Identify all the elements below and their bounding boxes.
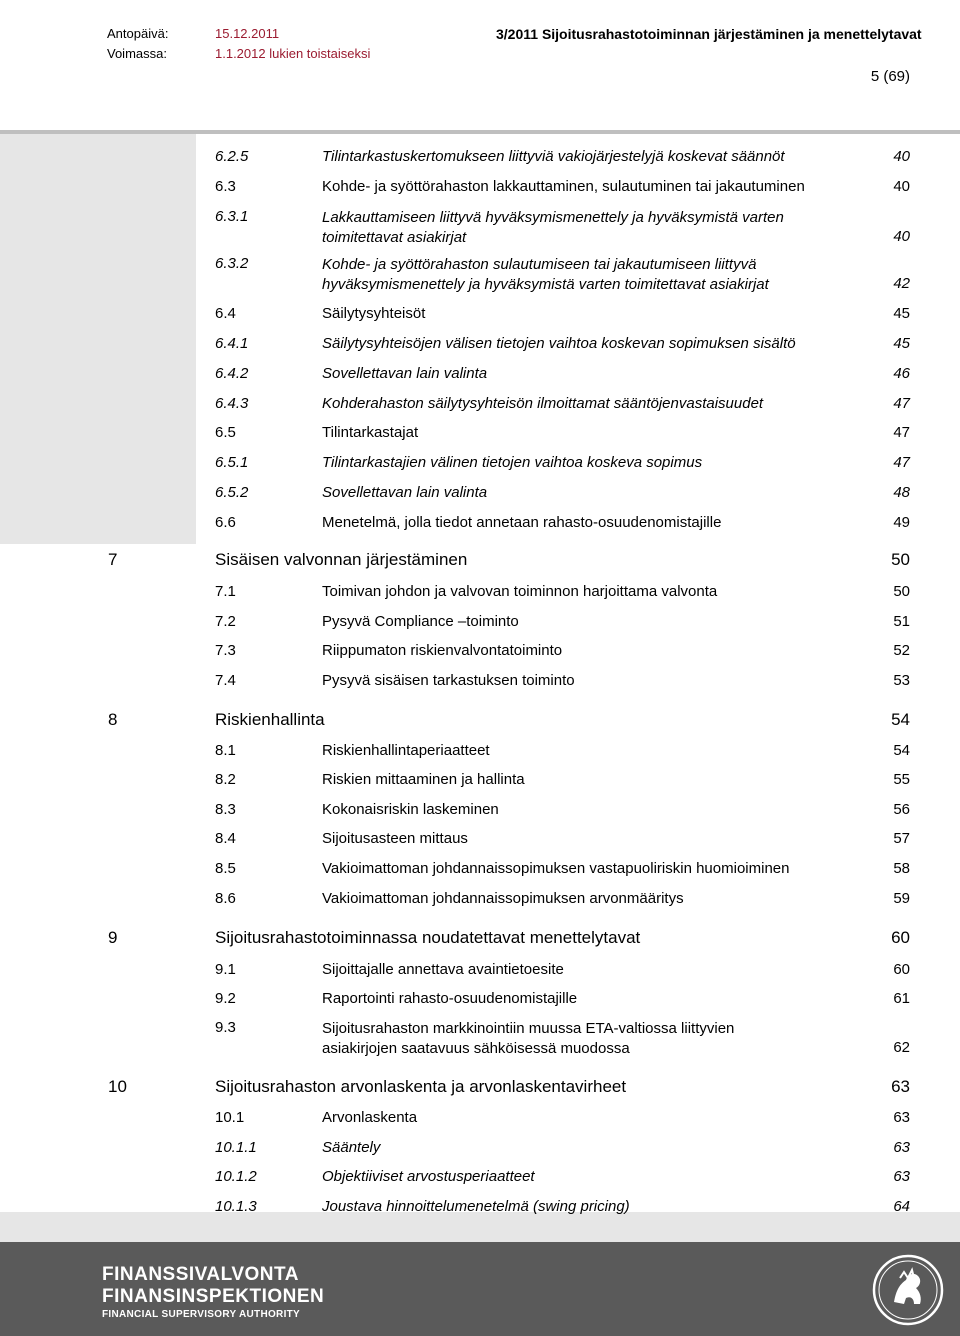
toc-page: 49 — [893, 514, 910, 531]
toc-title: Sijoittajalle annettava avaintietoesite — [322, 961, 564, 978]
toc-number: 8.5 — [215, 860, 236, 877]
toc-title: Arvonlaskenta — [322, 1109, 418, 1126]
toc-number: 7.2 — [215, 613, 236, 630]
toc-title: Sisäisen valvonnan järjestäminen — [215, 550, 468, 569]
toc-number: 7 — [108, 550, 118, 569]
toc-page: 55 — [893, 771, 910, 788]
toc-title: Vakioimattoman johdannaissopimuksen arvonmääritys — [322, 890, 684, 907]
toc-number: 10.1.3 — [215, 1198, 257, 1215]
toc-page: 40 — [893, 178, 910, 195]
toc-title: Säilytysyhteisöt — [322, 305, 426, 322]
toc-title: Kohde- ja syöttörahaston lakkauttaminen, sulautuminen tai jakautuminen — [322, 178, 805, 195]
toc-page: 58 — [893, 860, 910, 877]
toc-page: 64 — [893, 1198, 910, 1215]
toc-number: 7.1 — [215, 583, 236, 600]
toc-title-line: hyväksymismenettely ja hyväksymistä varten toimitettavat asiakirjat — [322, 276, 769, 293]
toc-title — [322, 208, 784, 248]
toc-page: 54 — [893, 742, 910, 759]
toc-number: 8.6 — [215, 890, 236, 907]
toc-title: Sovellettavan lain valinta — [322, 484, 488, 501]
toc-title-line: toimitettavat asiakirjat — [322, 229, 467, 246]
toc-number: 10 — [108, 1077, 127, 1096]
toc-title: Tilintarkastajien välinen tietojen vaihtoa koskeva sopimus — [322, 454, 703, 471]
toc-page: 63 — [893, 1139, 910, 1156]
toc-page: 47 — [893, 454, 910, 471]
voimassa-label: Voimassa: — [107, 46, 167, 61]
toc-title: Menetelmä, jolla tiedot annetaan rahasto-osuudenomistajille — [322, 514, 722, 531]
page-number: 5 (69) — [870, 68, 910, 85]
toc-title: Riskien mittaaminen ja hallinta — [322, 771, 525, 788]
toc-number: 6.4 — [215, 305, 236, 322]
toc-number: 9.1 — [215, 961, 236, 978]
toc-title: Sääntely — [322, 1139, 381, 1156]
page-header — [0, 0, 960, 130]
toc-number: 9.2 — [215, 990, 236, 1007]
toc-page: 46 — [893, 365, 910, 382]
toc-page: 50 — [893, 583, 910, 600]
logo-line-en: FINANCIAL SUPERVISORY AUTHORITY — [102, 1309, 301, 1320]
toc-number: 9 — [108, 928, 118, 947]
toc-title — [322, 255, 769, 295]
toc-page: 63 — [893, 1109, 910, 1126]
antopaiva-value: 15.12.2011 — [215, 26, 280, 41]
toc-number: 10.1.1 — [215, 1139, 257, 1156]
toc-title-line: Sijoitusrahaston markkinointiin muussa ETA-valtiossa liittyvien — [322, 1020, 735, 1037]
logo-line-fi: FINANSSIVALVONTA — [102, 1264, 299, 1285]
toc-number: 8.2 — [215, 771, 236, 788]
toc-page: 45 — [893, 305, 910, 322]
lion-crest-icon — [870, 1250, 946, 1330]
document-title: 3/2011 Sijoitusrahastotoiminnan järjestäminen ja menettelytavat — [496, 26, 922, 42]
toc-page: 60 — [891, 928, 910, 947]
toc-page: 61 — [893, 990, 910, 1007]
toc-page: 62 — [893, 1039, 910, 1056]
toc-page: 57 — [893, 830, 910, 847]
toc-title: Raportointi rahasto-osuudenomistajille — [322, 990, 578, 1007]
toc-page: 51 — [893, 613, 910, 630]
toc-title: Riippumaton riskienvalvontatoiminto — [322, 642, 563, 659]
toc-number: 10.1.2 — [215, 1168, 257, 1185]
toc-page: 40 — [893, 228, 910, 245]
toc-number: 9.3 — [215, 1019, 236, 1036]
toc-title: Kokonaisriskin laskeminen — [322, 801, 499, 818]
toc-number: 6.5.1 — [215, 454, 249, 471]
toc-number: 8.4 — [215, 830, 236, 847]
toc-page: 50 — [891, 550, 910, 569]
toc-page: 63 — [893, 1168, 910, 1185]
toc-title: Tilintarkastajat — [322, 424, 419, 441]
toc-title: Säilytysyhteisöjen välisen tietojen vaihtoa koskevan sopimuksen sisältö — [322, 335, 796, 352]
toc-title: Joustava hinnoittelumenetelmä (swing pricing) — [322, 1198, 630, 1215]
toc-page: 53 — [893, 672, 910, 689]
logo-line-sv: FINANSINSPEKTIONEN — [102, 1286, 325, 1307]
toc-title: Vakioimattoman johdannaissopimuksen vastapuoliriskin huomioiminen — [322, 860, 790, 877]
toc-page: 48 — [893, 484, 910, 501]
toc-page: 60 — [893, 961, 910, 978]
toc-title — [322, 1019, 734, 1059]
toc-number: 6.6 — [215, 514, 236, 531]
toc-title: Pysyvä Compliance –toiminto — [322, 613, 519, 630]
toc-title-line: Lakkauttamiseen liittyvä hyväksymismenettely ja hyväksymistä varten — [322, 209, 784, 226]
toc-title: Kohderahaston säilytysyhteisön ilmoittamat sääntöjenvastaisuudet — [322, 395, 764, 412]
finanssivalvonta-logo — [102, 1264, 324, 1322]
toc-page: 52 — [893, 642, 910, 659]
toc-number: 8.3 — [215, 801, 236, 818]
toc-title: Sijoitusrahaston arvonlaskenta ja arvonlaskentavirheet — [215, 1077, 627, 1096]
toc-page: 42 — [893, 275, 910, 292]
antopaiva-label: Antopäivä: — [107, 26, 169, 41]
toc-number: 6.2.5 — [215, 148, 249, 165]
toc-number: 6.3 — [215, 178, 236, 195]
page-footer — [0, 1242, 960, 1336]
toc-number: 6.5 — [215, 424, 236, 441]
toc-number: 10.1 — [215, 1109, 245, 1126]
toc-number: 8 — [108, 710, 118, 729]
toc-page: 56 — [893, 801, 910, 818]
toc-page: 47 — [893, 395, 910, 412]
toc-number: 7.3 — [215, 642, 236, 659]
toc-page: 59 — [893, 890, 910, 907]
toc-title-line: asiakirjojen saatavuus sähköisessä muodossa — [322, 1040, 630, 1057]
toc-title: Objektiiviset arvostusperiaatteet — [322, 1168, 535, 1185]
toc-title: Pysyvä sisäisen tarkastuksen toiminto — [322, 672, 575, 689]
toc-number: 6.3.2 — [215, 255, 249, 272]
toc-page: 63 — [891, 1077, 910, 1096]
toc-page: 45 — [893, 335, 910, 352]
voimassa-value: 1.1.2012 lukien toistaiseksi — [215, 46, 371, 61]
toc-number: 6.4.3 — [215, 395, 249, 412]
toc-number: 8.1 — [215, 742, 236, 759]
toc-title: Riskienhallintaperiaatteet — [322, 742, 490, 759]
toc-title: Riskienhallinta — [215, 710, 325, 729]
toc-title: Sovellettavan lain valinta — [322, 365, 488, 382]
toc-page: 54 — [891, 710, 910, 729]
toc-page: 47 — [893, 424, 910, 441]
toc-title: Toimivan johdon ja valvovan toiminnon harjoittama valvonta — [322, 583, 718, 600]
toc-page: 40 — [893, 148, 910, 165]
toc-number: 6.4.1 — [215, 335, 249, 352]
toc-number: 6.5.2 — [215, 484, 249, 501]
left-gutter — [0, 134, 196, 544]
toc-number: 6.3.1 — [215, 208, 249, 225]
toc-title: Sijoitusasteen mittaus — [322, 830, 468, 847]
toc-title: Tilintarkastuskertomukseen liittyviä vakiojärjestelyjä koskevat säännöt — [322, 148, 785, 165]
toc-number: 7.4 — [215, 672, 236, 689]
toc-number: 6.4.2 — [215, 365, 249, 382]
toc-title-line: Kohde- ja syöttörahaston sulautumiseen tai jakautumiseen liittyvä — [322, 256, 757, 273]
toc-title: Sijoitusrahastotoiminnassa noudatettavat menettelytavat — [215, 928, 641, 947]
